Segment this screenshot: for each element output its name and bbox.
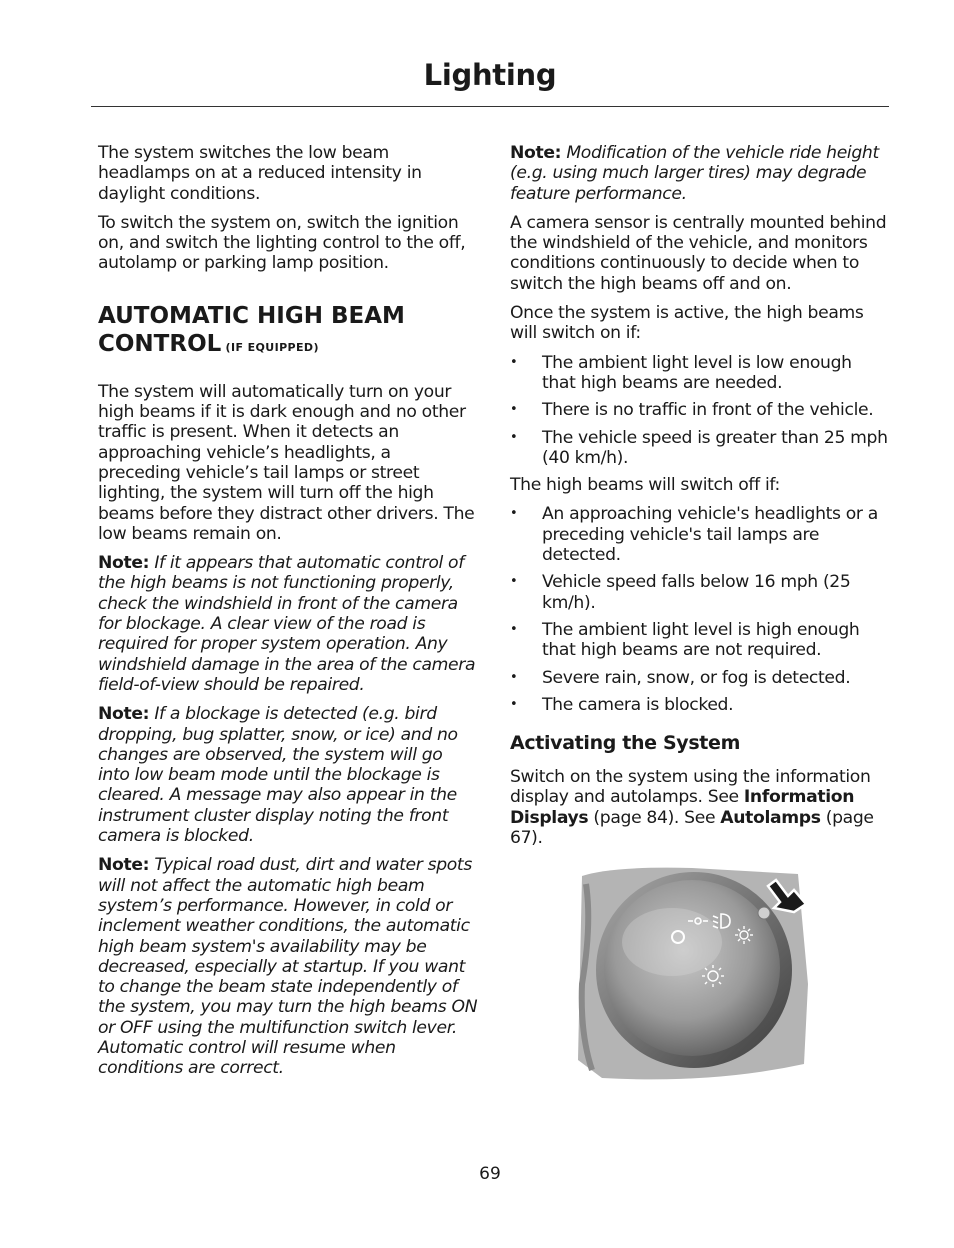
cross-reference-link[interactable]: Information Displays (510, 787, 855, 828)
paragraph: Once the system is active, the high beams will switch on if: (510, 303, 864, 344)
note (98, 855, 478, 1078)
heading-line-1: AUTOMATIC HIGH BEAM (98, 302, 405, 329)
note-text: Modification of the vehicle ride height (e.g. using much larger tires) may degrade feature performance. (510, 143, 879, 204)
note-label: Note: (98, 855, 150, 876)
section-heading (98, 302, 478, 362)
note-text: If a blockage is detected (e.g. bird dropping, bug splatter, snow, or ice) and no changes are observed, the system will go into low beam mode until the blockage is cleared. A message may also appear in the instrument cluster display noting the front camera is blocked. (98, 704, 458, 847)
bullet: • (510, 354, 518, 370)
bullet: • (510, 429, 518, 445)
note-label: Note: (98, 553, 150, 574)
bullet: • (510, 574, 518, 590)
heading-suffix: (IF EQUIPPED) (221, 340, 319, 354)
lighting-control-photo (572, 864, 812, 1086)
left-column (98, 143, 478, 1088)
subheading: Activating the System (510, 732, 741, 755)
switch-on-list (510, 353, 890, 468)
note-label: Note: (510, 143, 562, 163)
bullet: • (510, 506, 518, 522)
note (98, 553, 478, 695)
note-text: If it appears that automatic control of the high beams is not functioning properly, check the windshield in front of the camera for blockage. A clear view of the road is required for proper system operation. Any windshield damage in the area of the camera field-of-view should be repaired. (98, 553, 476, 695)
bullet: • (510, 402, 518, 418)
list-item: • The ambient light level is high enough that high beams are not required. (510, 619, 860, 661)
bullet: • (510, 669, 518, 685)
page-title: Lighting (423, 58, 557, 92)
note (510, 143, 890, 204)
list-item: • There is no traffic in front of the vehicle. (510, 400, 874, 421)
page-number: 69 (479, 1164, 501, 1184)
bullet: • (510, 621, 518, 637)
note-text: Typical road dust, dirt and water spots will not affect the automatic high beam system’s performance. However, in cold or inclement weather conditions, the automatic high beam system's availability may be decreased, especially at startup. If you want to change the beam state independently of the system, you may turn the high beams ON or OFF using the multifunction switch lever. Automatic control will resume when conditions are correct. (98, 855, 478, 1079)
cross-reference-link[interactable]: Autolamps (720, 807, 821, 828)
switch-off-list (510, 504, 890, 715)
list-item: • The vehicle speed is greater than 25 mph (40 km/h). (510, 427, 888, 468)
bullet: • (510, 696, 518, 712)
paragraph: To switch the system on, switch the ignition on, and switch the lighting control to the off, autolamp or parking lamp position. (98, 212, 466, 274)
paragraph: Switch on the system using the information display and autolamps. See Information Displays (page 84). See Autolamps (page 67). (510, 767, 874, 849)
note-label: Note: (98, 704, 150, 725)
paragraph: The system switches the low beam headlamps on at a reduced intensity in daylight conditions. (98, 143, 422, 204)
note (98, 704, 478, 846)
title-divider (91, 106, 889, 107)
paragraph: The high beams will switch off if: (510, 475, 780, 496)
heading-line-2: CONTROL (98, 330, 222, 357)
list-item: • The ambient light level is low enough that high beams are needed. (510, 352, 852, 393)
list-item: • An approaching vehicle's headlights or a preceding vehicle's tail lamps are detected. (510, 504, 878, 566)
paragraph: A camera sensor is centrally mounted behind the windshield of the vehicle, and monitors conditions continuously to decide when to switch the high beams off and on. (510, 212, 887, 294)
list-item: • Vehicle speed falls below 16 mph (25 km/h). (510, 572, 851, 613)
right-column (510, 143, 890, 857)
paragraph: The system will automatically turn on your high beams if it is dark enough and no other traffic is present. When it detects an approaching vehicle’s headlights, a preceding vehicle’s tail lamps or street lighting, the system will turn off the high beams before they distract other drivers. The low beams remain on. (98, 381, 475, 544)
list-item: • The camera is blocked. (510, 694, 734, 715)
list-item: • Severe rain, snow, or fog is detected. (510, 667, 851, 688)
